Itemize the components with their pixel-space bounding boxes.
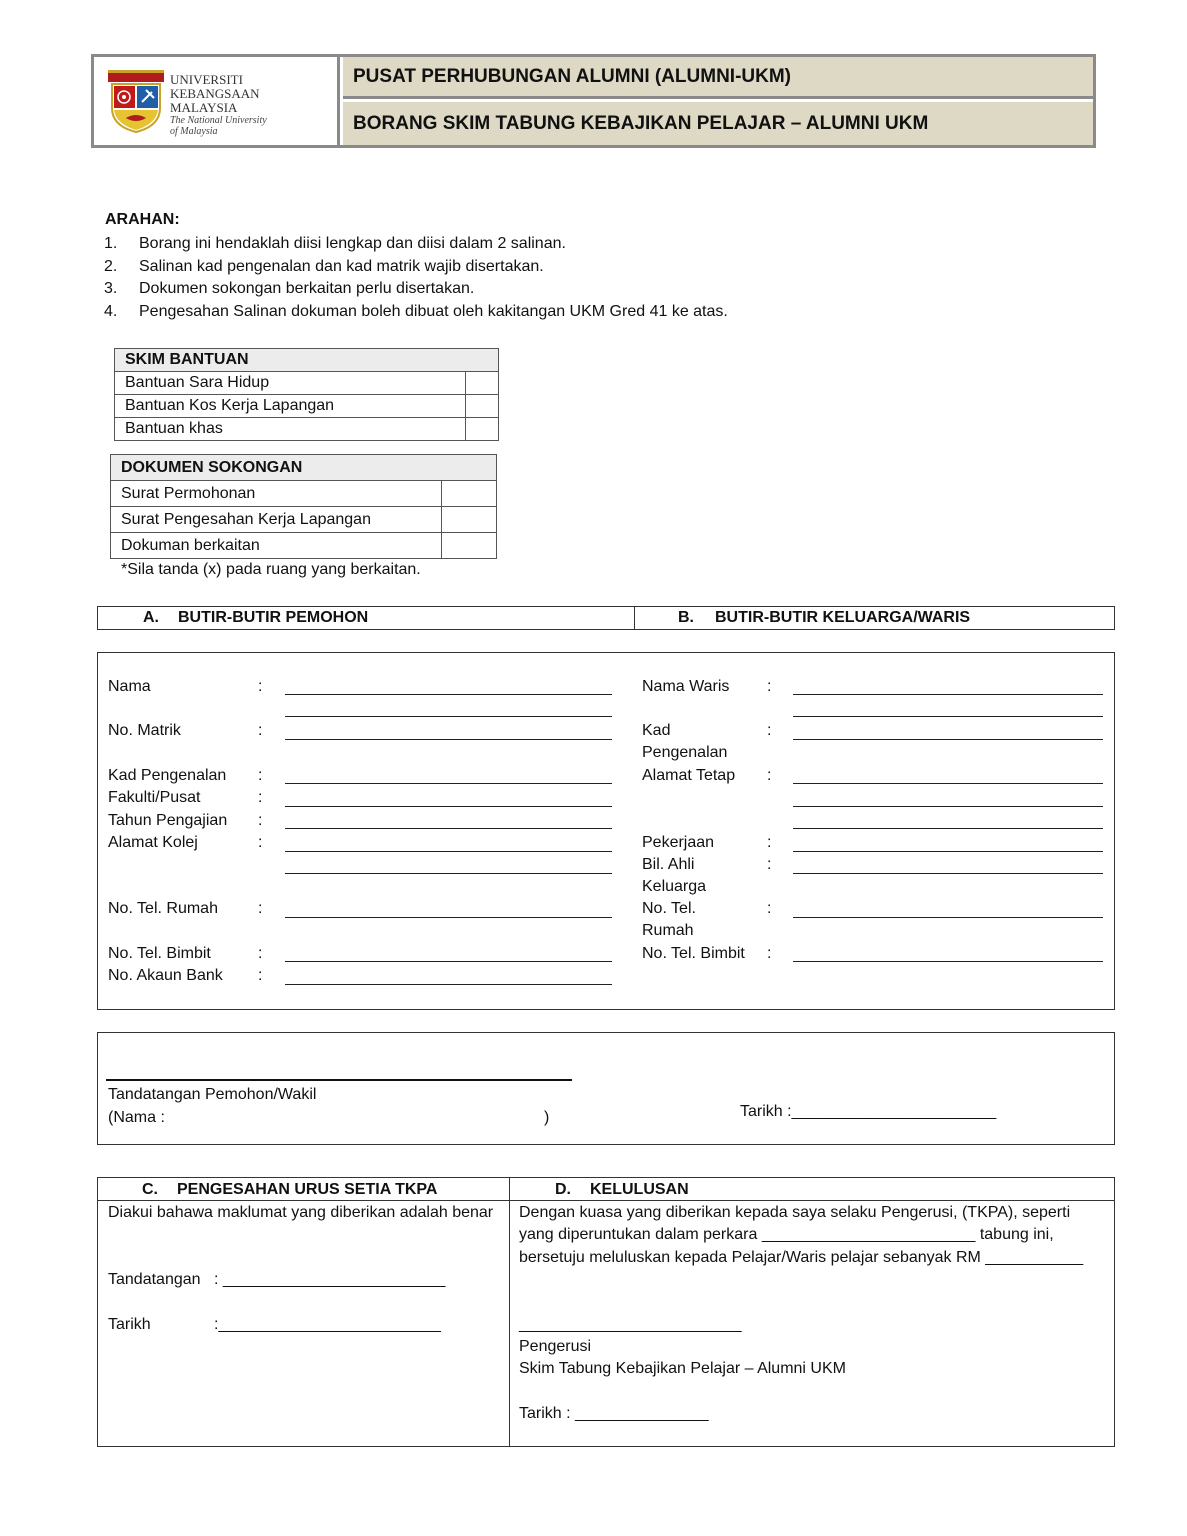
skim-heading: SKIM BANTUAN [115,349,499,372]
skim-checkbox-3[interactable] [466,418,499,441]
arahan-text-4: Pengesahan Salinan dokuman boleh dibuat oleh kakitangan UKM Gred 41 ke atas. [139,302,728,320]
input-line-no-matrik[interactable] [285,739,612,740]
section-cd-vdivider [509,1177,510,1447]
field-label-kad-pengenalan: Kad Pengenalan [108,767,227,784]
input-line-kad-pengenalan[interactable] [285,783,612,784]
logo-line-3: MALAYSIA [170,100,238,115]
section-b-title: BUTIR-BUTIR KELUARGA/WARIS [715,609,971,626]
input-line-pekerjaan[interactable] [793,851,1103,852]
input-line-tahun-pengajian[interactable] [285,828,612,829]
colon-b4: : [767,834,772,851]
arahan-text-3: Dokumen sokongan berkaitan perlu disertakan. [139,280,475,297]
field-label-tahun-pengajian: Tahun Pengajian [108,812,228,829]
input-line-nama-2[interactable] [285,716,612,717]
input-line-alamat-tetap[interactable] [793,783,1103,784]
field-label-nama: Nama [108,678,151,695]
field-label-alamat-kolej: Alamat Kolej [108,834,198,851]
field-label-no-matrik: No. Matrik [108,722,181,739]
section-c-sign-label: Tandatangan [108,1271,201,1288]
colon-b1: : [767,678,772,695]
dokumen-item-1: Surat Permohonan [111,481,442,507]
colon-a6: : [258,834,263,851]
dokumen-sokongan-table [110,454,497,559]
arahan-num-1: 1. [104,235,118,252]
input-line-akaun-bank[interactable] [285,984,612,985]
section-d-title: KELULUSAN [590,1181,689,1198]
field-label-tel-rumah: No. Tel. Rumah [108,900,218,917]
section-d-org: Skim Tabung Kebajikan Pelajar – Alumni UKM [519,1360,846,1377]
input-line-tel-rumah-waris[interactable] [793,917,1103,918]
colon-a3: : [258,767,263,784]
input-line-tel-rumah[interactable] [285,917,612,918]
signature-date[interactable]: Tarikh :_______________________ [740,1103,997,1120]
field-label-nama-waris: Nama Waris [642,678,730,695]
dokumen-note: *Sila tanda (x) pada ruang yang berkaitan. [121,561,421,578]
colon-b2: : [767,722,772,739]
input-line-fakulti[interactable] [285,806,612,807]
field-label-kad-pengenalan-waris: Kad Pengenalan [642,722,728,761]
colon-b3: : [767,767,772,784]
dokumen-checkbox-2[interactable] [442,507,497,533]
section-d-sign-line[interactable]: _________________________ [519,1316,742,1333]
ukm-crest-icon [106,68,166,134]
signature-label: Tandatangan Pemohon/Wakil [108,1086,317,1103]
input-line-tel-bimbit-waris[interactable] [793,961,1103,962]
skim-checkbox-1[interactable] [466,372,499,395]
section-c-letter: C. [142,1181,158,1198]
signature-name-close: ) [544,1109,550,1126]
input-line-kad-waris[interactable] [793,739,1103,740]
field-label-fakulti: Fakulti/Pusat [108,789,201,806]
field-label-bil-ahli: Bil. Ahli Keluarga [642,856,707,895]
colon-a4: : [258,789,263,806]
section-d-role: Pengerusi [519,1338,592,1355]
field-label-tel-bimbit-waris: No. Tel. Bimbit [642,945,745,962]
input-line-nama[interactable] [285,694,612,695]
form-header [91,54,1096,148]
header-title-1: PUSAT PERHUBUNGAN ALUMNI (ALUMNI-UKM) [343,57,1093,99]
section-d-text-3: bersetuju meluluskan kepada Pelajar/Waris pelajar sebanyak RM ___________ [519,1249,1084,1266]
arahan-num-4: 4. [104,302,118,320]
section-c-date-line[interactable]: :_________________________ [214,1316,441,1333]
section-a-title: BUTIR-BUTIR PEMOHON [178,609,369,626]
dokumen-checkbox-1[interactable] [442,481,497,507]
input-line-alamat-tetap-3[interactable] [793,828,1103,829]
field-label-alamat-tetap: Alamat Tetap [642,767,736,784]
colon-a2: : [258,722,263,739]
skim-checkbox-2[interactable] [466,395,499,418]
colon-b6: : [767,900,772,917]
dokumen-heading: DOKUMEN SOKONGAN [111,455,497,481]
input-line-alamat-tetap-2[interactable] [793,806,1103,807]
skim-bantuan-table [114,348,499,441]
colon-b5: : [767,856,772,873]
arahan-list [104,233,728,323]
arahan-heading: ARAHAN: [105,211,180,228]
input-line-alamat-kolej-2[interactable] [285,873,612,874]
colon-a5: : [258,812,263,829]
logo-line-2: KEBANGSAAN [170,86,260,101]
input-line-tel-bimbit[interactable] [285,961,612,962]
field-label-akaun-bank: No. Akaun Bank [108,967,223,984]
colon-b7: : [767,945,772,962]
dokumen-item-3: Dokuman berkaitan [111,533,442,559]
colon-a1: : [258,678,263,695]
signature-line[interactable] [106,1079,572,1081]
signature-name-open: (Nama : [108,1109,165,1126]
input-line-nama-waris-2[interactable] [793,716,1103,717]
section-c-sign-line[interactable]: : _________________________ [214,1271,446,1288]
input-line-nama-waris[interactable] [793,694,1103,695]
section-ab-header [97,606,1115,630]
logo-line-4: The National University [170,115,267,126]
section-c-statement: Diakui bahawa maklumat yang diberikan adalah benar [108,1204,494,1221]
colon-a7: : [258,900,263,917]
ukm-logo [94,57,340,145]
section-d-text-2: yang diperuntukan dalam perkara ________________________ tabung ini, [519,1226,1054,1243]
colon-a8: : [258,945,263,962]
dokumen-checkbox-3[interactable] [442,533,497,559]
logo-line-1: UNIVERSITI [170,72,243,87]
skim-item-3: Bantuan khas [115,418,466,441]
skim-item-1: Bantuan Sara Hidup [115,372,466,395]
skim-item-2: Bantuan Kos Kerja Lapangan [115,395,466,418]
section-d-text-1: Dengan kuasa yang diberikan kepada saya selaku Pengerusi, (TKPA), seperti [519,1204,1071,1221]
section-b-letter: B. [678,609,694,626]
section-ab-fields [97,652,1115,1010]
section-d-letter: D. [555,1181,571,1198]
section-c-title: PENGESAHAN URUS SETIA TKPA [177,1181,438,1198]
arahan-num-3: 3. [104,280,118,297]
arahan-num-2: 2. [104,257,118,275]
input-line-alamat-kolej[interactable] [285,851,612,852]
header-title-2: BORANG SKIM TABUNG KEBAJIKAN PELAJAR – ALUMNI UKM [343,102,1093,145]
field-label-tel-rumah-waris: No. Tel. Rumah [642,900,696,939]
input-line-bil-ahli[interactable] [793,873,1103,874]
section-a-letter: A. [143,609,159,626]
colon-a9: : [258,967,263,984]
dokumen-item-2: Surat Pengesahan Kerja Lapangan [111,507,442,533]
section-d-date[interactable]: Tarikh : _______________ [519,1405,709,1422]
field-label-pekerjaan: Pekerjaan [642,834,715,851]
arahan-text-2: Salinan kad pengenalan dan kad matrik wajib disertakan. [139,257,544,275]
logo-line-5: of Malaysia [170,126,218,137]
field-label-tel-bimbit: No. Tel. Bimbit [108,945,211,962]
section-c-date-label: Tarikh [108,1316,151,1333]
arahan-text-1: Borang ini hendaklah diisi lengkap dan diisi dalam 2 salinan. [139,235,566,252]
